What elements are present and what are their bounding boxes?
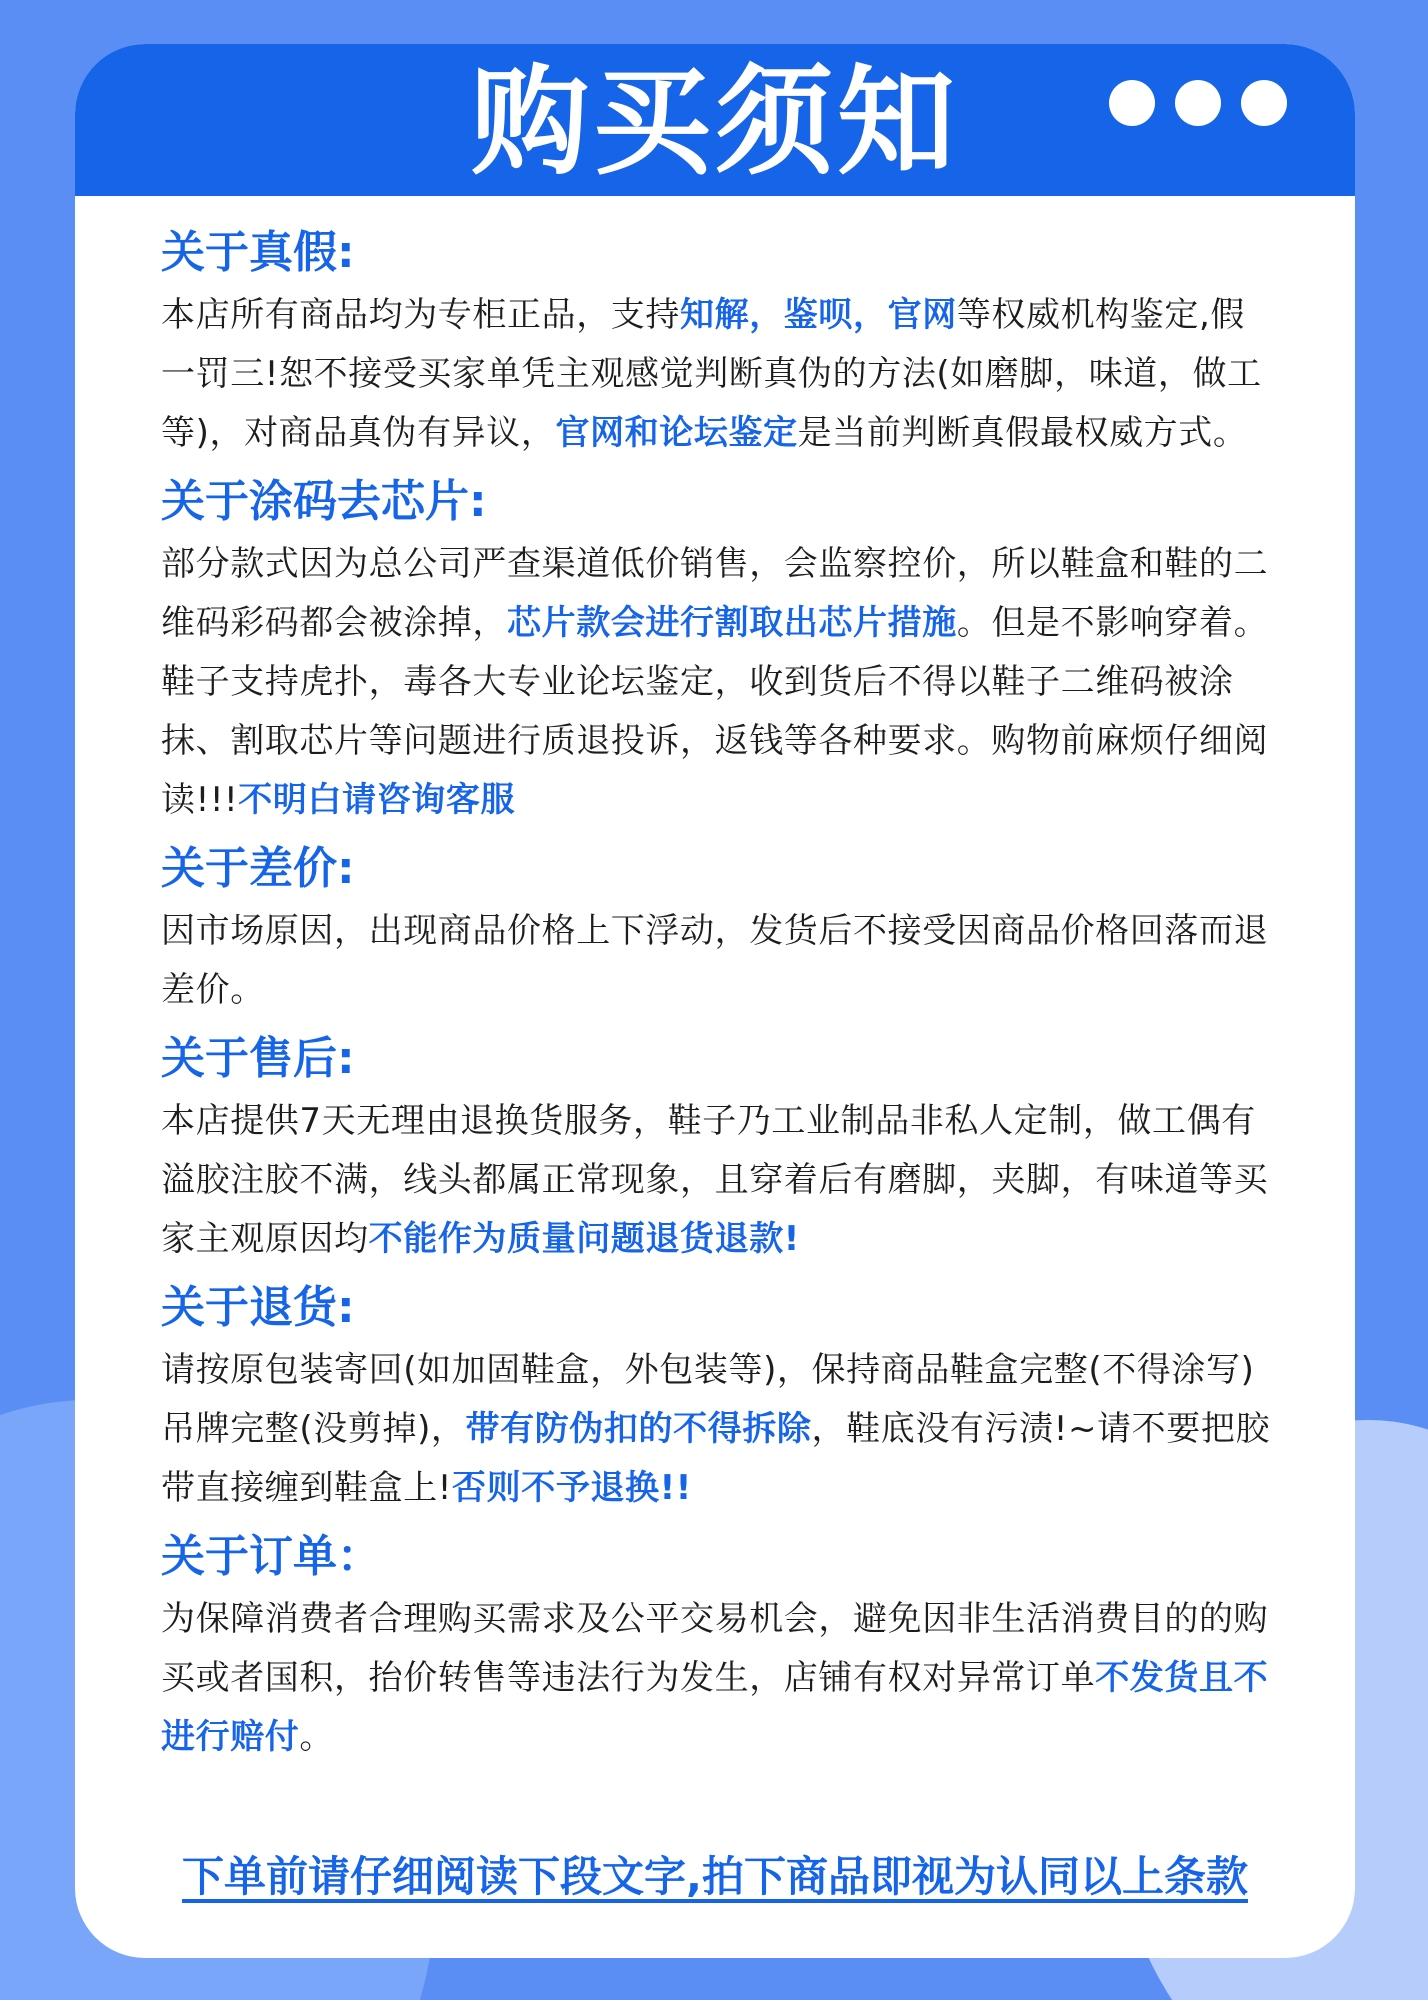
highlight-text: 不明白请咨询客服 xyxy=(238,780,516,820)
dot-icon xyxy=(1241,80,1287,126)
window-dots xyxy=(1109,80,1287,126)
highlight-text: 否则不予退换!! xyxy=(452,1468,692,1508)
section-body xyxy=(161,535,1271,830)
section-body xyxy=(161,1341,1271,1518)
dot-icon xyxy=(1175,80,1221,126)
dot-icon xyxy=(1109,80,1155,126)
body-text: 为保障消费者合理购买需求及公平交易机会，避免因非生活消费目的的购买或者国积，抬价转售等违法行为发生，店铺有权对异常订单 xyxy=(161,1599,1269,1698)
body-text: 请按原包装寄回(如加固鞋盒，外包装等)，保持商品鞋盒完整(不得涂写)吊牌完整(没剪掉)， xyxy=(161,1350,1255,1449)
notice-content xyxy=(161,220,1271,1773)
section-title: 关于订单： xyxy=(161,1531,381,1582)
highlight-text: 不发货且不进行赔付 xyxy=(161,1658,1269,1757)
body-text: 本店提供7天无理由退换货服务，鞋子乃工业制品非私人定制，做工偶有溢胶注胶不满，线头都属正常现象，且穿着后有磨脚，夹脚，有味道等买家主观原因均 xyxy=(161,1101,1269,1259)
body-text: 本店所有商品均为专柜正品，支持 xyxy=(161,295,680,335)
section-body xyxy=(161,1590,1271,1767)
body-text: 部分款式因为总公司严查渠道低价销售，会监察控价，所以鞋盒和鞋的二维码彩码都会被涂掉， xyxy=(161,544,1269,643)
body-text: 。但是不影响穿着。鞋子支持虎扑，毒各大专业论坛鉴定，收到货后不得以鞋子二维码被涂抹、割取芯片等问题进行质退投诉，返钱等各种要求。购物前麻烦仔细阅读!!! xyxy=(161,603,1269,820)
body-text: 。 xyxy=(299,1717,335,1757)
section-title: 关于退货: xyxy=(161,1282,355,1333)
page-title: 购买须知 xyxy=(470,53,959,191)
highlight-text: 官网和论坛鉴定 xyxy=(555,413,798,453)
section-title: 关于差价: xyxy=(161,843,355,894)
footer-notice: 下单前请仔细阅读下段文字,拍下商品即视为认同以上条款 xyxy=(182,1852,1248,1901)
section-title: 关于真假: xyxy=(161,227,355,278)
highlight-text: 不能作为质量问题退货退款! xyxy=(368,1219,800,1259)
section-title: 关于涂码去芯片: xyxy=(161,476,487,527)
notice-card xyxy=(75,44,1355,1958)
body-text: 因市场原因，出现商品价格上下浮动，发货后不接受因商品价格回落而退差价。 xyxy=(161,911,1269,1010)
section-body xyxy=(161,1092,1271,1269)
section-body xyxy=(161,286,1271,463)
section-title: 关于售后: xyxy=(161,1033,355,1084)
highlight-text: 知解，鉴呗，官网 xyxy=(680,295,957,335)
highlight-text: 带有防伪扣的不得拆除 xyxy=(465,1409,812,1449)
body-text: ，鞋底没有污渍!~请不要把胶带直接缠到鞋盒上! xyxy=(161,1409,1271,1508)
card-header xyxy=(75,44,1355,196)
section-body xyxy=(161,902,1271,1020)
highlight-text: 芯片款会进行割取出芯片措施 xyxy=(507,603,957,643)
body-text: 是当前判断真假最权威方式。 xyxy=(797,413,1248,453)
body-text: 等权威机构鉴定,假一罚三!恕不接受买家单凭主观感觉判断真伪的方法(如磨脚，味道，做工等)，对商品真伪有异议， xyxy=(161,295,1262,453)
